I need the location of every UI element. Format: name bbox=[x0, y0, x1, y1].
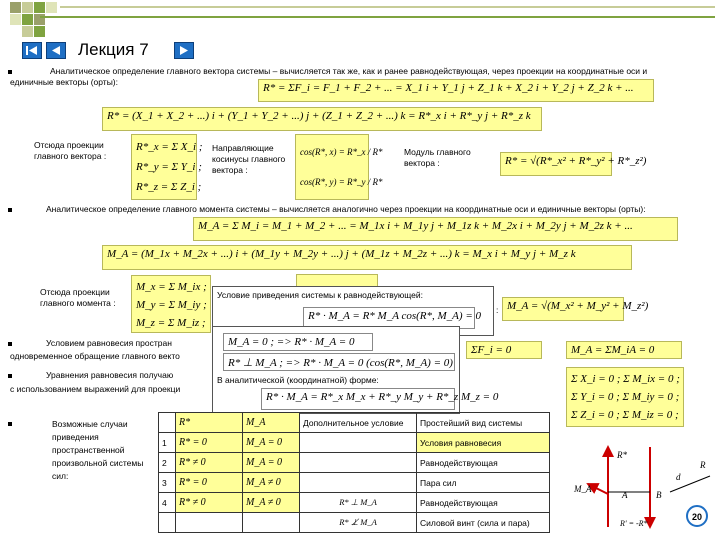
equilibrium-equations-text-1: Уравнения равновесия получаю bbox=[46, 370, 174, 380]
moment-projection-y: M_y = Σ M_iy ; bbox=[136, 299, 207, 311]
moment-modulus-formula: M_A = √(M_x² + M_y² + M_z²) bbox=[502, 297, 624, 321]
moment-projection-x: M_x = Σ M_ix ; bbox=[136, 281, 207, 293]
projection-x: R*_x = Σ X_i ; bbox=[136, 141, 203, 153]
direction-cosines-label: Направляющие косинусы главного вектора : bbox=[212, 143, 286, 175]
back-icon bbox=[47, 43, 65, 58]
row-r: R* ≠ 0 bbox=[176, 453, 243, 473]
popup-case-formula-1: M_A = 0 ; => R* · M_A = 0 bbox=[223, 333, 373, 351]
bullet bbox=[8, 342, 12, 346]
header-condition: Дополнительное условие bbox=[300, 413, 417, 433]
main-moment-projections bbox=[131, 275, 211, 333]
main-vector-projections-label: Отсюда проекции главного вектора : bbox=[34, 140, 107, 161]
header-r: R* bbox=[176, 413, 243, 433]
table-row bbox=[159, 433, 550, 453]
label-r-bottom: R' = -R* bbox=[620, 519, 648, 528]
row-m: M_A = 0 bbox=[243, 453, 300, 473]
main-moment-projections-label: Отсюда проекции главного момента : bbox=[40, 287, 116, 308]
decor-square bbox=[34, 26, 45, 37]
row-num: 1 bbox=[159, 433, 176, 453]
bullet bbox=[8, 208, 12, 212]
equation-row-y: Σ Y_i = 0 ; Σ M_iy = 0 ; bbox=[571, 391, 680, 403]
row-result: Силовой винт (сила и пара) bbox=[417, 513, 550, 533]
decor-square bbox=[22, 2, 33, 13]
cosine-y: cos(R*, y) = R*_y / R* bbox=[300, 177, 383, 187]
decor-square bbox=[34, 2, 45, 13]
label-point-a: A bbox=[622, 490, 628, 500]
rewind-icon bbox=[23, 43, 41, 58]
projection-y: R*_y = Σ Y_i ; bbox=[136, 161, 202, 173]
popup-coord-formula: R* · M_A = R*_x M_x + R*_y M_y + R*_z M_z = 0 bbox=[261, 388, 455, 410]
row-condition bbox=[300, 453, 417, 473]
top-rule-light bbox=[60, 6, 715, 8]
popup-title: Условие приведения системы к равнодействующей: bbox=[217, 290, 423, 300]
section2-text: Аналитическое определение главного момента системы – вычисляется аналогично через проекции на координатные оси и единичные векторы (орты): bbox=[46, 204, 646, 214]
section1-text: Аналитическое определение главного вектора системы – вычисляется так же, как и ранее равнодействующая, через проекции на координатные оси и единичные векторы (орты): bbox=[10, 66, 648, 87]
main-moment-formula-2: M_A = (M_1x + M_2x + ...) i + (M_1y + M_2y + ...) j + (M_1z + M_2z + ...) k = M_x i + M_y j + M_z k bbox=[102, 245, 632, 270]
row-result: Равнодействующая bbox=[417, 453, 550, 473]
row-m: M_A ≠ 0 bbox=[243, 493, 300, 513]
row-num: 2 bbox=[159, 453, 176, 473]
play-icon bbox=[175, 43, 193, 58]
page-number-badge bbox=[686, 505, 708, 527]
moment-projection-z: M_z = Σ M_iz ; bbox=[136, 317, 206, 329]
modulus-label: Модуль главного вектора : bbox=[404, 147, 471, 168]
cases-label: Возможные случаи приведения пространственной произвольной системы сил: bbox=[52, 419, 144, 481]
cases-table bbox=[158, 412, 550, 533]
modulus-formula: R* = √(R*_x² + R*_y² + R*_z²) bbox=[500, 152, 612, 176]
prev-lecture-button[interactable] bbox=[22, 42, 42, 59]
equilibrium-condition-text-1: Условием равновесия простран bbox=[46, 338, 172, 348]
equilibrium-equations-text-2: с использованием выражений для проекци bbox=[10, 384, 181, 394]
decor-square bbox=[22, 26, 33, 37]
header-result: Простейший вид системы bbox=[417, 413, 550, 433]
prev-slide-button[interactable] bbox=[46, 42, 66, 59]
row-condition bbox=[300, 473, 417, 493]
main-moment-formula-1: M_A = Σ M_i = M_1 + M_2 + ... = M_1x i + M_1y j + M_1z k + M_2x i + M_2y j + M_2z k + ... bbox=[193, 217, 678, 241]
row-m bbox=[243, 513, 300, 533]
equation-row-x: Σ X_i = 0 ; Σ M_ix = 0 ; bbox=[571, 373, 680, 385]
header-m: M_A bbox=[243, 413, 300, 433]
equation-row-z: Σ Z_i = 0 ; Σ M_iz = 0 ; bbox=[571, 409, 679, 421]
row-r bbox=[176, 513, 243, 533]
row-num: 4 bbox=[159, 493, 176, 513]
label-r-top: R* bbox=[617, 450, 627, 460]
main-vector-projections bbox=[131, 134, 203, 200]
header-num bbox=[159, 413, 176, 433]
row-m: M_A ≠ 0 bbox=[243, 473, 300, 493]
decor-square bbox=[10, 14, 21, 25]
row-r: R* = 0 bbox=[176, 433, 243, 453]
popup-formula: R* · M_A = R* M_A cos(R*, M_A) = 0 bbox=[303, 307, 475, 329]
bullet bbox=[8, 374, 12, 378]
popup-case-formula-2: R* ⊥ M_A ; => R* · M_A = 0 (cos(R*, M_A) = 0) bbox=[223, 353, 455, 371]
row-condition: R* ⊥̸ M_A bbox=[300, 513, 417, 533]
row-condition bbox=[300, 433, 417, 453]
top-rule bbox=[40, 16, 715, 18]
decor-square bbox=[10, 2, 21, 13]
decor-square bbox=[46, 2, 57, 13]
equilibrium-equations bbox=[566, 367, 684, 427]
main-vector-formula-2: R* = (X_1 + X_2 + ...) i + (Y_1 + Y_2 + ...) j + (Z_1 + Z_2 + ...) k = R*_x i + R*_y j + R*_z k bbox=[102, 107, 542, 131]
table-row bbox=[159, 513, 550, 533]
row-result: Условия равновесия bbox=[417, 433, 550, 453]
next-slide-button[interactable] bbox=[174, 42, 194, 59]
page-title: Лекция 7 bbox=[78, 40, 149, 59]
bullet bbox=[8, 422, 12, 426]
row-m: M_A = 0 bbox=[243, 433, 300, 453]
moment-modulus-colon: : bbox=[496, 305, 499, 315]
table-header-row bbox=[159, 413, 550, 433]
row-result: Пара сил bbox=[417, 473, 550, 493]
direction-cosines bbox=[295, 134, 383, 200]
label-r-right: R bbox=[700, 460, 706, 470]
equilibrium-moment-formula: M_A = ΣM_iA = 0 bbox=[566, 341, 682, 359]
row-result: Равнодействующая bbox=[417, 493, 550, 513]
main-vector-formula-1: R* = ΣF_i = F_1 + F_2 + ... = X_1 i + Y_1 j + Z_1 k + X_2 i + Y_2 j + Z_2 k + ... bbox=[258, 79, 654, 102]
decor-square bbox=[22, 14, 33, 25]
page-number: 20 bbox=[691, 512, 702, 522]
row-num: 3 bbox=[159, 473, 176, 493]
equilibrium-condition-text-2: одновременное обращение главного векто bbox=[10, 351, 180, 361]
cosine-x: cos(R*, x) = R*_x / R* bbox=[300, 147, 383, 157]
table-row bbox=[159, 473, 550, 493]
equilibrium-force-formula: ΣF_i = 0 bbox=[466, 341, 542, 359]
row-r: R* = 0 bbox=[176, 473, 243, 493]
row-condition: R* ⊥ M_A bbox=[300, 493, 417, 513]
popup-subtitle: В аналитической (координатной) форме: bbox=[217, 375, 379, 385]
label-d: d bbox=[676, 472, 681, 482]
label-point-b: B bbox=[656, 490, 662, 500]
projection-z: R*_z = Σ Z_i ; bbox=[136, 181, 202, 193]
table-row bbox=[159, 453, 550, 473]
label-m-a: M_A bbox=[574, 484, 592, 494]
table-row bbox=[159, 493, 550, 513]
row-num bbox=[159, 513, 176, 533]
row-r: R* ≠ 0 bbox=[176, 493, 243, 513]
